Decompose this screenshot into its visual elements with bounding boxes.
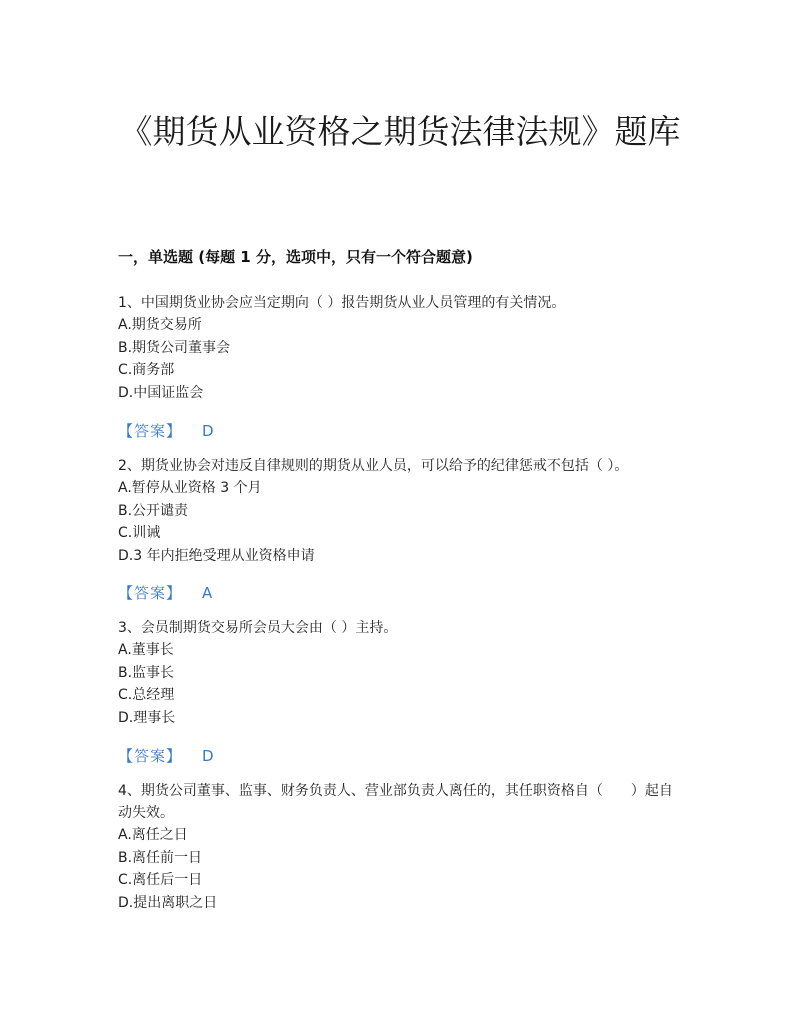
option-a: A.离任之日 — [118, 827, 188, 843]
option-d: D.中国证监会 — [118, 384, 204, 401]
answer-label: 【答案】 — [118, 584, 183, 602]
answer-2 — [118, 582, 212, 603]
option-a: A.董事长 — [118, 642, 174, 658]
option-c: C.总经理 — [118, 687, 175, 703]
question-2 — [118, 455, 678, 567]
option-c: C.商务部 — [118, 362, 175, 378]
option-a: A.期货交易所 — [118, 317, 202, 333]
answer-value: D — [202, 747, 214, 765]
answer-label: 【答案】 — [118, 422, 183, 440]
option-c: C.训诫 — [118, 525, 161, 541]
question-4 — [118, 780, 678, 914]
answer-value: D — [202, 422, 214, 440]
option-c: C.离任后一日 — [118, 872, 203, 888]
question-stem: 1、中国期货业协会应当定期向（ ）报告期货从业人员管理的有关情况。 — [118, 295, 566, 311]
option-d: D.理事长 — [118, 709, 176, 726]
section-heading: 一，单选题 (每题 1 分，选项中，只有一个符合题意) — [118, 248, 473, 266]
answer-label: 【答案】 — [118, 747, 183, 765]
answer-1 — [118, 420, 214, 441]
question-1 — [118, 292, 678, 404]
question-stem: 2、期货业协会对违反自律规则的期货从业人员，可以给予的纪律惩戒不包括（ ）。 — [118, 458, 629, 474]
option-d: D.提出离职之日 — [118, 894, 218, 911]
option-b: B.离任前一日 — [118, 849, 203, 866]
option-b: B.公开谴责 — [118, 502, 189, 519]
option-d: D.3 年内拒绝受理从业资格申请 — [118, 547, 315, 564]
option-b: B.期货公司董事会 — [118, 339, 231, 356]
option-b: B.监事长 — [118, 664, 175, 681]
question-3 — [118, 617, 678, 729]
answer-value: A — [202, 584, 213, 602]
page-title: 《期货从业资格之期货法律法规》题库 — [119, 112, 681, 151]
question-stem: 4、期货公司董事、监事、财务负责人、营业部负责人离任的，其任职资格自（ ）起自动失效。 — [118, 783, 673, 821]
option-a: A.暂停从业资格 3 个月 — [118, 480, 262, 496]
question-stem: 3、会员制期货交易所会员大会由（ ）主持。 — [118, 620, 398, 636]
answer-3 — [118, 745, 214, 766]
